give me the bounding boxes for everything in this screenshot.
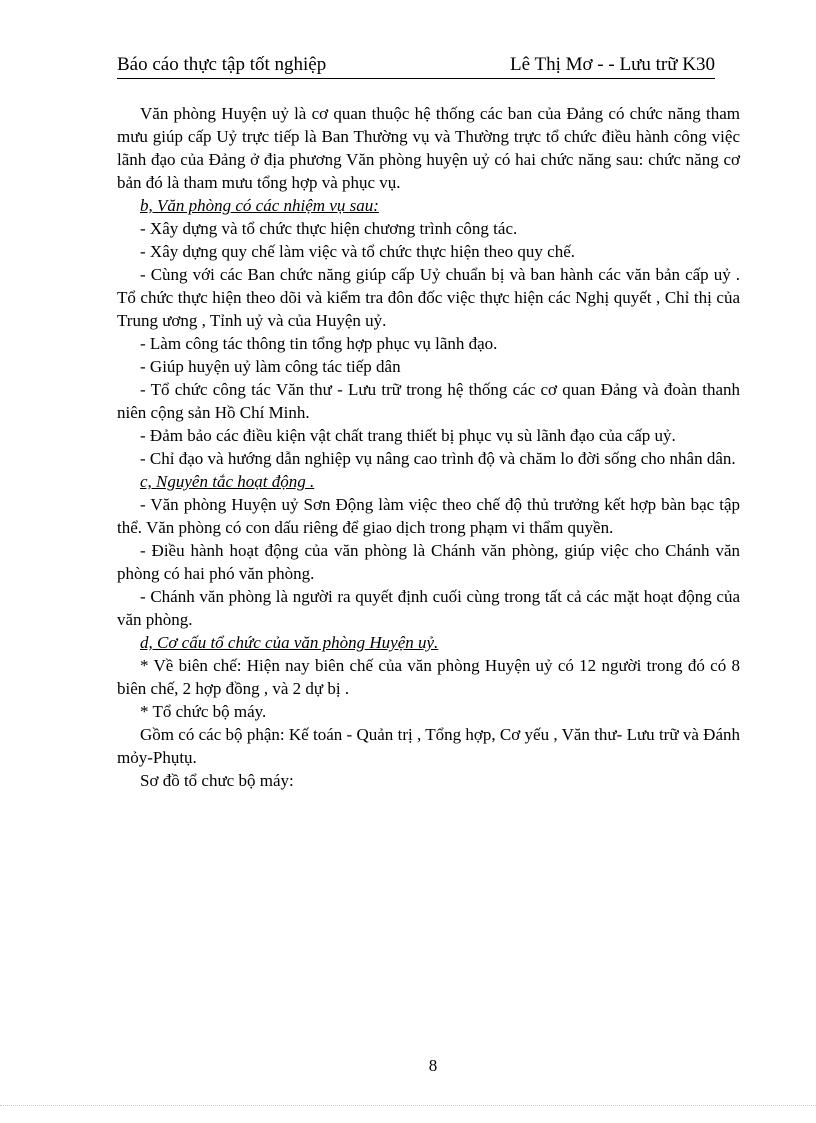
paragraph: Sơ đồ tổ chưc bộ máy:	[140, 771, 294, 790]
list-item: - Tổ chức công tác Văn thư - Lưu trữ trong hệ thống các cơ quan Đảng và đoàn thanh niên cộng sản Hồ Chí Minh.	[117, 380, 740, 422]
list-item: - Chánh văn phòng là người ra quyết định cuối cùng trong tất cả các mặt hoạt động của văn phòng.	[117, 587, 740, 629]
list-item: - Xây dựng và tổ chức thực hiện chương trình công tác.	[140, 219, 518, 238]
header-author: Lê Thị Mơ - - Lưu trữ K30	[510, 54, 715, 75]
document-body	[117, 102, 740, 792]
list-item: - Điều hành hoạt động của văn phòng là Chánh văn phòng, giúp việc cho Chánh văn phòng có hai phó văn phòng.	[117, 541, 740, 583]
list-item: - Văn phòng Huyện uỷ Sơn Động làm việc theo chế độ thủ trưởng kết hợp bàn bạc tập thể. Văn phòng có con dấu riêng để giao dịch trong phạm vi thẩm quyền.	[117, 495, 740, 537]
section-heading-c: c, Nguyên tắc hoạt động .	[140, 472, 315, 491]
list-item: - Chỉ đạo và hướng dẫn nghiệp vụ nâng cao trình độ và chăm lo đời sống cho nhân dân.	[140, 449, 736, 468]
paragraph: Gồm có các bộ phận: Kế toán - Quản trị , Tổng hợp, Cơ yếu , Văn thư- Lưu trữ và Đánh mỏy-Phụtụ.	[117, 725, 740, 767]
header-rule	[117, 78, 715, 79]
list-item: - Giúp huyện uỷ làm công tác tiếp dân	[140, 357, 401, 376]
section-heading-d: d, Cơ cấu tổ chức của văn phòng Huyện uỷ.	[140, 633, 439, 652]
header-title: Báo cáo thực tập tốt nghiệp	[117, 54, 327, 75]
list-item: - Cùng với các Ban chức năng giúp cấp Uỷ chuẩn bị và ban hành các văn bản cấp uỷ . Tổ chức thực hiện theo dõi và kiểm tra đôn đốc việc thực hiện các Nghị quyết , Chỉ thị của Trung ương , Tỉnh uỷ và của Huyện uỷ.	[117, 265, 740, 330]
list-item: - Làm công tác thông tin tổng hợp phục vụ lãnh đạo.	[140, 334, 498, 353]
page-number: 8	[428, 1056, 438, 1075]
list-item: * Về biên chế: Hiện nay biên chế của văn phòng Huyện uỷ có 12 người trong đó có 8 biên chế, 2 hợp đồng , và 2 dự bị .	[117, 656, 740, 698]
list-item: - Đảm bảo các điều kiện vật chất trang thiết bị phục vụ sù lãnh đạo của cấp uỷ.	[140, 426, 676, 445]
page-bottom-border	[0, 1105, 816, 1106]
list-item: - Xây dựng quy chế làm việc và tổ chức thực hiện theo quy chế.	[140, 242, 576, 261]
page-header	[117, 52, 715, 78]
list-item: * Tổ chức bộ máy.	[140, 702, 267, 721]
paragraph-intro: Văn phòng Huyện uỷ là cơ quan thuộc hệ thống các ban của Đảng có chức năng tham mưu giúp cấp Uỷ trực tiếp là Ban Thường vụ và Thường trực tổ chức điều hành công việc lãnh đạo của Đảng ở địa phương Văn phòng huyện uỷ có hai chức năng sau: chức năng cơ bản đó là tham mưu tổng hợp và phục vụ.	[117, 104, 740, 192]
section-heading-b: b, Văn phòng có các nhiệm vụ sau:	[140, 196, 379, 215]
